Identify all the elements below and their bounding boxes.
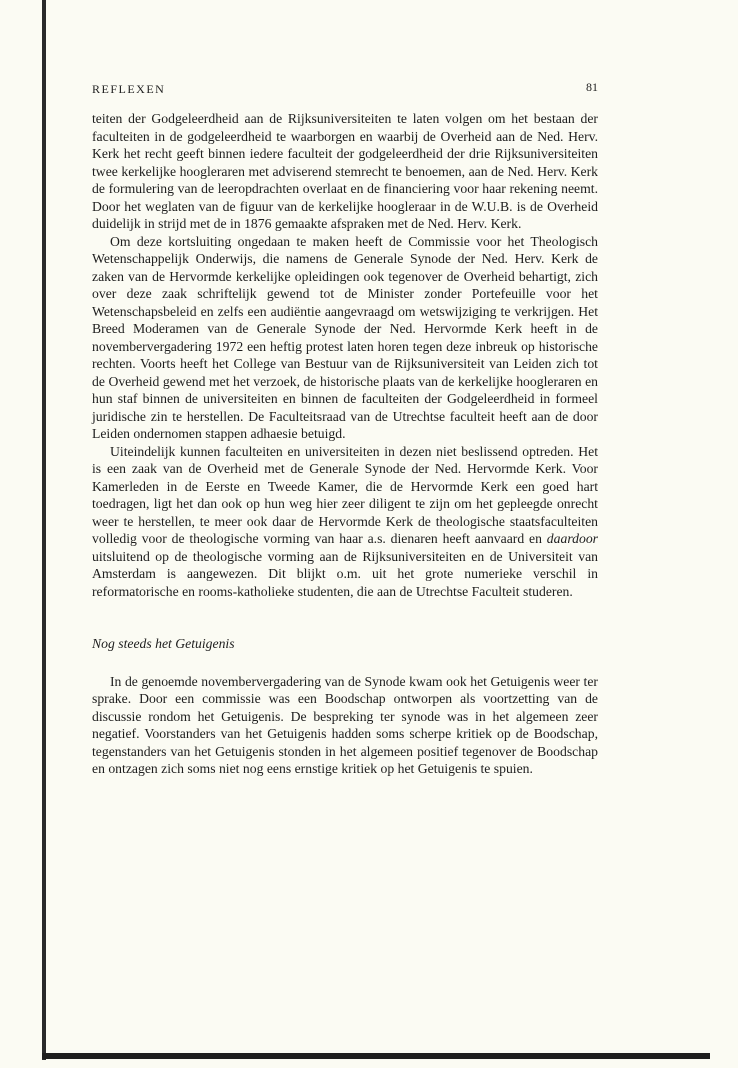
paragraph-text: Uiteindelijk kunnen faculteiten en universiteiten in dezen niet beslissend optreden. Het is een zaak van de Overheid met de Generale Synode der Ned. Hervormde Kerk. Voor Kamerleden in de Eerste en Tweede Kamer, die de Hervormde Kerk een goed hart toedragen, ligt het dan ook op hun weg hier zeer diligent te zijn om het gepleegde onrecht weer te herstellen, te meer ook daar de Hervormde Kerk de theologische staatsfaculteiten volledig voor de theologische vorming van haar a.s. dienaren heeft aanvaard en bbox=[92, 443, 598, 546]
page-number: 81 bbox=[586, 80, 598, 94]
paragraph: teiten der Godgeleerdheid aan de Rijksuniversiteiten te laten volgen om het bestaan der faculteiten in de godgeleerdheid te waarborgen en waarbij de Overheid aan de Ned. Herv. Kerk het recht geeft binnen iedere faculteit der godgeleerdheid der drie Rijksuniversiteiten twee kerkelijke hoogleraren met adviserend stemrecht te benoemen, aan de Ned. Herv. Kerk de formulering van de leeropdrachten overlaat en de financiering voor haar rekening neemt. Door het weglaten van de figuur van de kerkelijke hoogleraar in de W.U.B. is de Overheid duidelijk in strijd met de in 1876 gemaakte afspraken met de Ned. Herv. Kerk. bbox=[92, 111, 598, 231]
scan-bottom-edge bbox=[42, 1053, 710, 1059]
paragraph: Om deze kortsluiting ongedaan te maken heeft de Commissie voor het Theologisch Wetenschappelijk Onderwijs, die namens de Generale Synode der Ned. Herv. Kerk de zaken van de Hervormde kerkelijke opleidingen ook tegenover de Overheid behartigt, zich over deze zaak schriftelijk gewend tot de Minister zonder Portefeuille voor het Wetenschapsbeleid en zelfs een audiëntie aangevraagd om wetswijziging te verkrijgen. Het Breed Moderamen van de Generale Synode der Ned. Hervormde Kerk heeft in de novembervergadering 1972 een heftig protest laten horen tegen deze inbreuk op historische rechten. Voorts heeft het College van Bestuur van de Rijksuniversiteit van Leiden zich tot de Overheid gewend met het verzoek, de historische plaats van de kerkelijke hoogleraren en hun staf binnen de universiteiten en binnen de faculteiten der Godgeleerdheid in formeel juridische zin te herstellen. De Faculteitsraad van de Utrechtse faculteit heeft aan de door Leiden ondernomen stappen adhaesie betuigd. bbox=[92, 233, 598, 441]
paragraph bbox=[92, 443, 598, 601]
scan-left-edge bbox=[42, 0, 46, 1060]
paragraph: In de genoemde novembervergadering van de Synode kwam ook het Getuigenis weer ter sprake. Door een commissie was een Boodschap ontworpen als voortzetting van de discussie rondom het Getuigenis. De bespreking ter synode was in het algemeen zeer negatief. Voorstanders van het Getuigenis hadden soms scherpe kritiek op de Boodschap, tegenstanders van het Getuigenis stonden in het algemeen positief tegenover de Boodschap en ontzagen zich soms niet nog eens ernstige kritiek op het Getuigenis te spuien. bbox=[92, 673, 598, 776]
section-heading: Nog steeds het Getuigenis bbox=[92, 636, 235, 651]
page-header bbox=[92, 80, 598, 98]
page-body bbox=[92, 110, 598, 778]
paragraph-text: uitsluitend op de theologische vorming aan de Rijksuniversiteiten en de Universiteit van Amsterdam is aangewezen. Dit blijkt o.m. uit het grote numerieke verschil in reformatorische en rooms-katholieke studenten, die aan de Utrechtse Faculteit studeren. bbox=[92, 548, 598, 599]
running-head: REFLEXEN bbox=[92, 82, 166, 96]
emphasized-word: daardoor bbox=[546, 531, 598, 546]
